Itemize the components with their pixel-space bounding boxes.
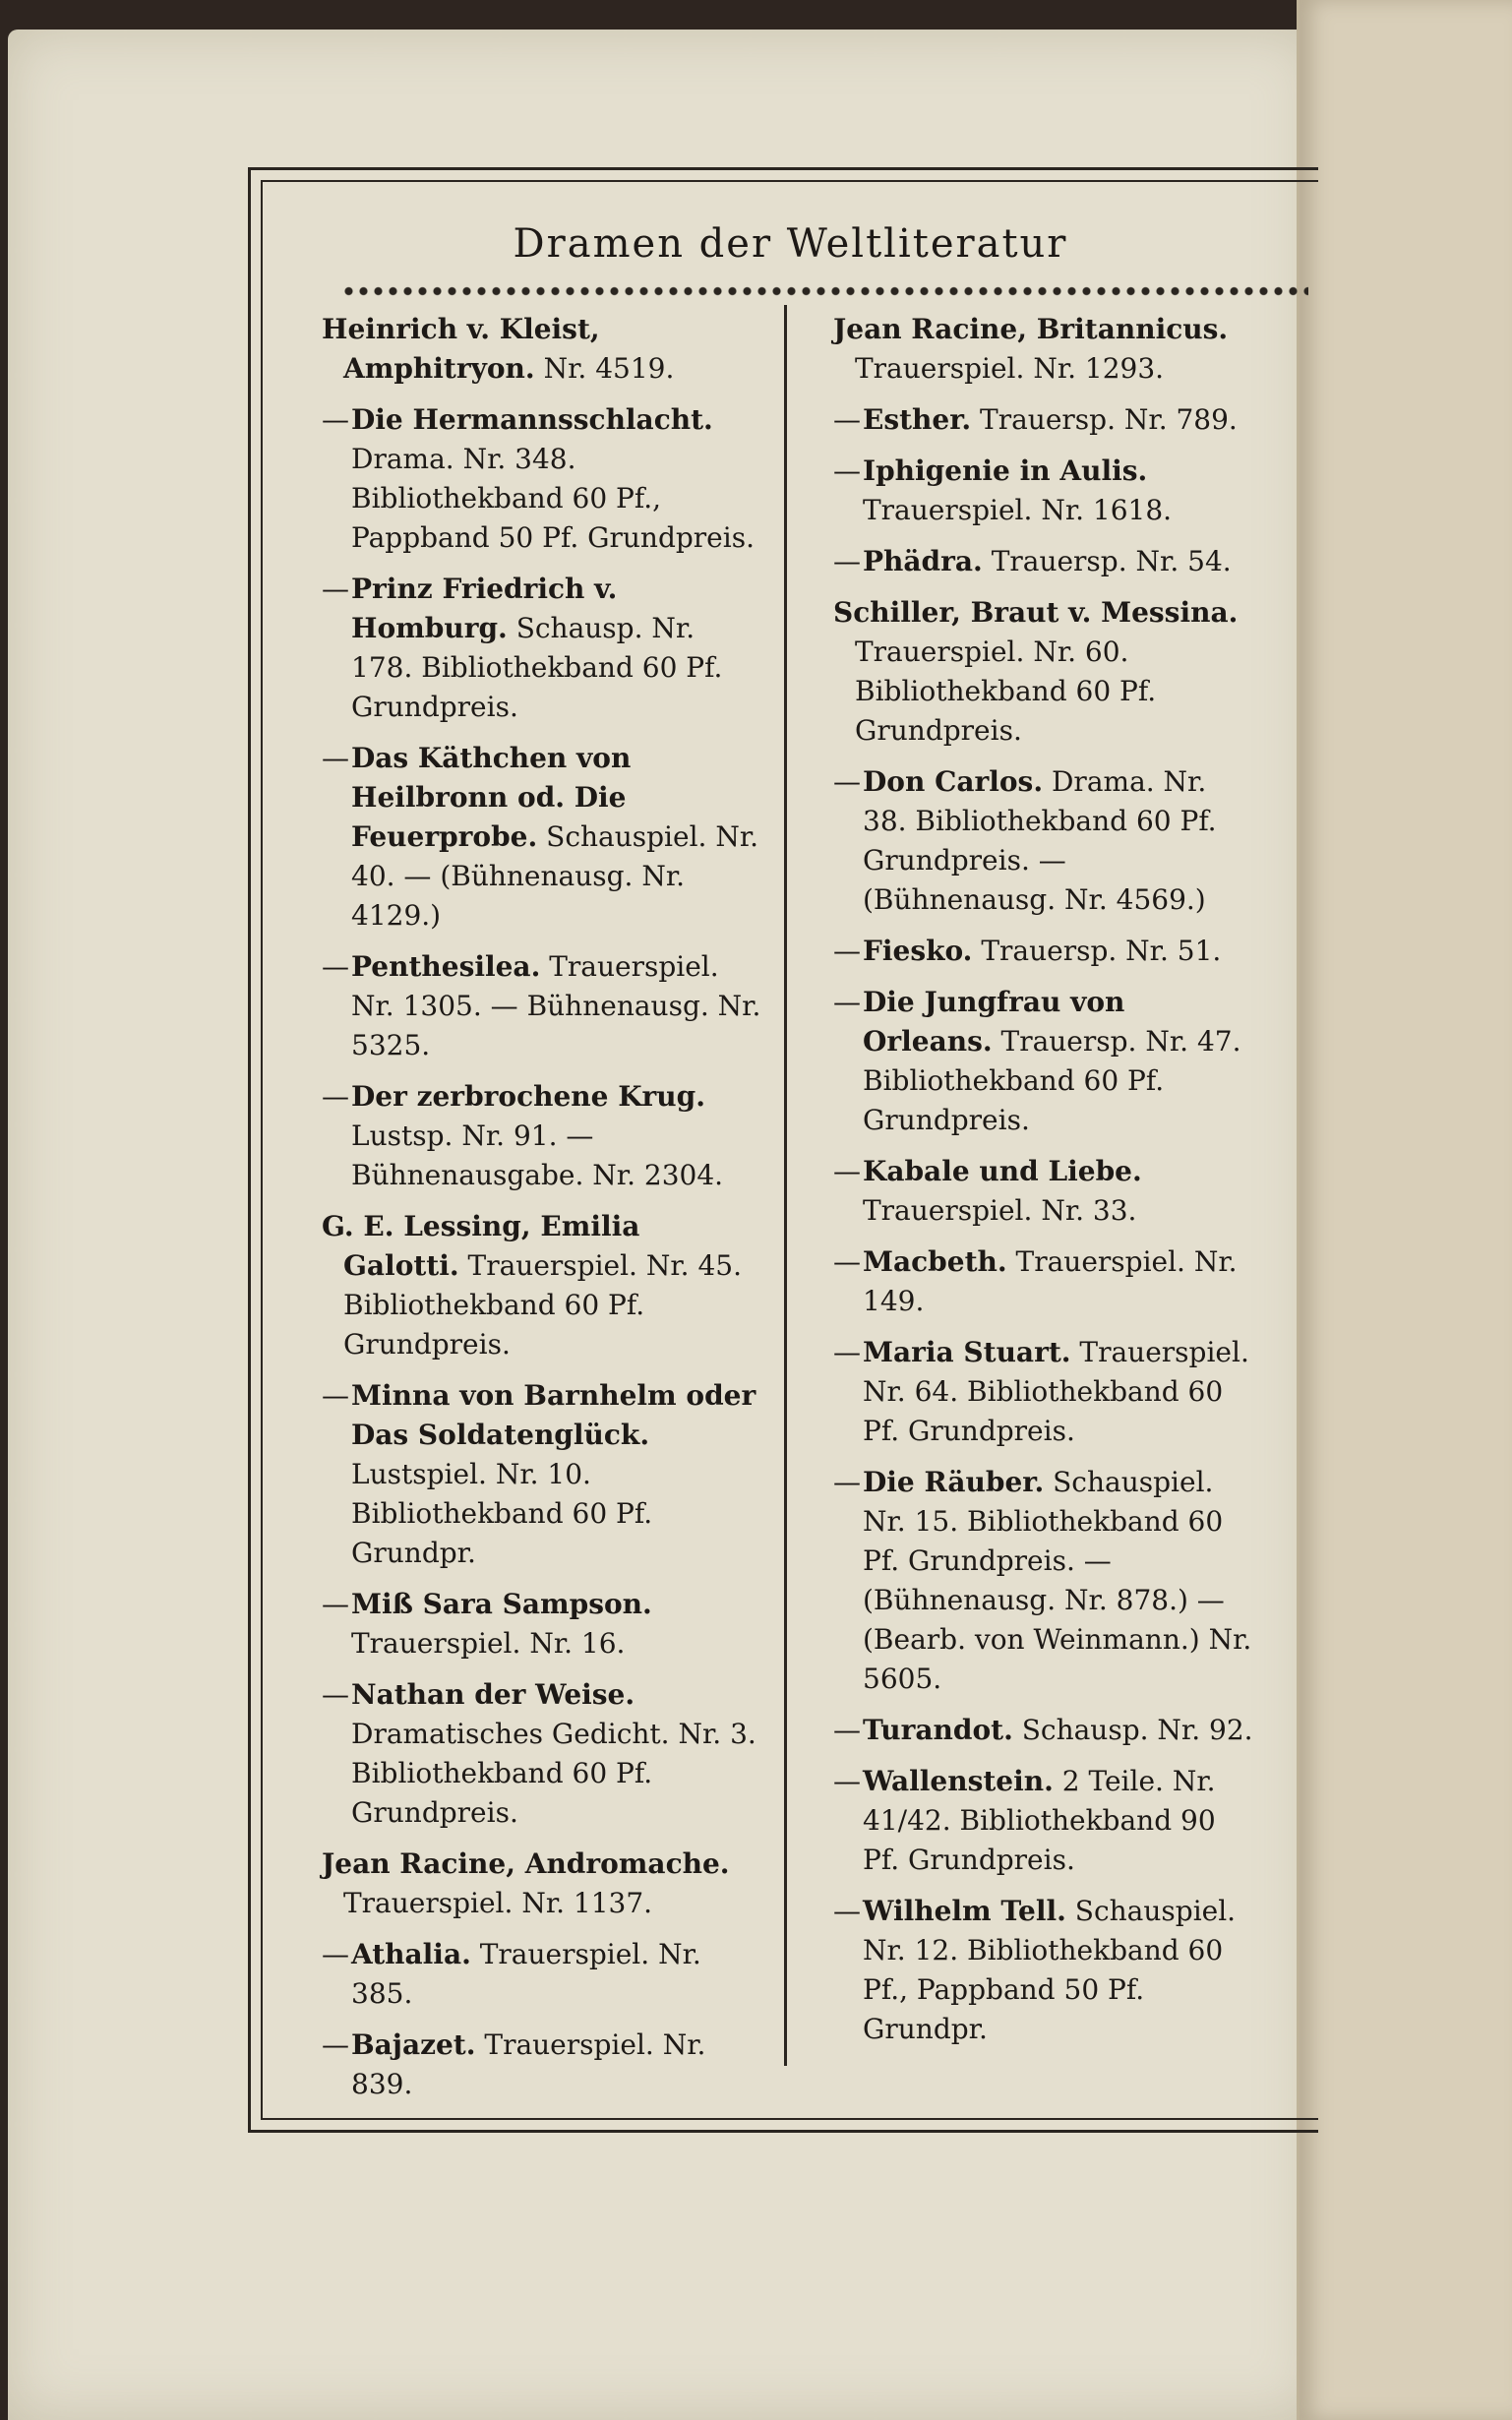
catalog-entry	[833, 1463, 1256, 1699]
entry-title: Nathan der Weise.	[351, 1678, 635, 1711]
catalog-entry	[322, 1585, 764, 1664]
catalog-entry	[322, 1077, 764, 1195]
entry-details: Trauersp. Nr. 51.	[981, 935, 1222, 967]
entry-title: Prinz Friedrich v. Homburg.	[351, 573, 618, 644]
entry-details: Schauspiel. Nr. 15. Bibliothekband 60 Pf. Grundpreis. — (Bühnenausg. Nr. 878.) — (Bearb. von Weinmann.) Nr. 5605.	[863, 1466, 1252, 1695]
entry-dash: —	[833, 454, 861, 487]
entry-dash: —	[833, 1895, 861, 1927]
entry-title: Penthesilea.	[351, 950, 541, 983]
entry-title: Turandot.	[863, 1714, 1013, 1746]
entry-details: Drama. Nr. 348. Bibliothekband 60 Pf., Pappband 50 Pf. Grundpreis.	[351, 443, 755, 554]
catalog-entry	[833, 1711, 1256, 1750]
catalog-frame	[248, 167, 1318, 2133]
entry-details: Schausp. Nr. 178. Bibliothekband 60 Pf. Grundpreis.	[351, 612, 723, 723]
entry-details: Schauspiel. Nr. 12. Bibliothekband 60 Pf., Pappband 50 Pf. Grundpr.	[863, 1895, 1237, 2045]
entry-dash: —	[833, 1155, 861, 1187]
entry-dash: —	[322, 1080, 349, 1113]
right-column	[833, 310, 1256, 2061]
entry-details: Trauersp. Nr. 789.	[980, 403, 1238, 436]
catalog-entry	[833, 1892, 1256, 2049]
entry-details: Trauerspiel. Nr. 33.	[863, 1194, 1137, 1227]
catalog-entry	[833, 310, 1256, 389]
entry-details: Drama. Nr. 38. Bibliothekband 60 Pf. Grundpreis. — (Bühnenausg. Nr. 4569.)	[863, 765, 1217, 916]
entry-title: Miß Sara Sampson.	[351, 1588, 652, 1620]
entry-title: Fiesko.	[863, 935, 973, 967]
entry-dash: —	[833, 765, 861, 798]
entry-details: Trauerspiel. Nr. 1137.	[343, 1887, 653, 1919]
entry-title: Wilhelm Tell.	[863, 1895, 1066, 1927]
entry-title: Jean Racine, Britannicus.	[833, 313, 1229, 345]
catalog-entry	[833, 542, 1256, 581]
entry-dash: —	[322, 1379, 349, 1412]
entry-dash: —	[833, 403, 861, 436]
entry-dash: —	[833, 1245, 861, 1278]
entry-title: Bajazet.	[351, 2028, 476, 2061]
catalog-entry	[322, 1845, 764, 1923]
catalog-entry	[833, 452, 1256, 530]
entry-dash: —	[322, 573, 349, 605]
entry-details: 2 Teile. Nr. 41/42. Bibliothekband 90 Pf. Grundpreis.	[863, 1765, 1216, 1876]
entry-dash: —	[322, 2028, 349, 2061]
entry-title: Die Jungfrau von Orleans.	[863, 986, 1125, 1058]
catalog-entry	[322, 1207, 764, 1364]
entry-details: Trauerspiel. Nr. 1293.	[855, 352, 1165, 385]
inner-border	[261, 180, 1318, 2120]
entry-details: Schauspiel. Nr. 40. — (Bühnenausg. Nr. 4129.)	[351, 820, 759, 932]
entry-title: Macbeth.	[863, 1245, 1007, 1278]
catalog-entry	[322, 947, 764, 1065]
page-title: Dramen der Weltliteratur	[513, 221, 1068, 267]
entry-details: Trauersp. Nr. 47. Bibliothekband 60 Pf. Grundpreis.	[863, 1025, 1241, 1136]
entry-title: Schiller, Braut v. Messina.	[833, 596, 1239, 629]
left-column	[322, 310, 764, 2116]
entry-title: Die Hermannsschlacht.	[351, 403, 713, 436]
entry-title: Jean Racine, Andromache.	[322, 1847, 730, 1880]
catalog-entry	[322, 400, 764, 558]
entry-title: Iphigenie in Aulis.	[863, 454, 1148, 487]
catalog-entry	[833, 400, 1256, 440]
entry-dash: —	[322, 742, 349, 774]
entry-dash: —	[833, 935, 861, 967]
catalog-entry	[322, 1675, 764, 1833]
entry-dash: —	[833, 545, 861, 577]
entry-title: Heinrich v. Kleist, Amphitryon.	[322, 313, 600, 385]
entry-dash: —	[833, 986, 861, 1018]
catalog-entry	[322, 2026, 764, 2104]
catalog-entry	[833, 1242, 1256, 1321]
entry-dash: —	[322, 403, 349, 436]
catalog-entry	[322, 310, 764, 389]
entry-title: Das Käthchen von Heilbronn od. Die Feuerprobe.	[351, 742, 632, 853]
entry-details: Trauersp. Nr. 54.	[991, 545, 1232, 577]
column-divider	[784, 305, 787, 2066]
catalog-entry	[833, 1333, 1256, 1451]
entry-details: Nr. 4519.	[543, 352, 675, 385]
ornament-rule	[341, 282, 1308, 300]
entry-details: Schausp. Nr. 92.	[1021, 1714, 1253, 1746]
catalog-entry	[322, 570, 764, 727]
entry-dash: —	[833, 1466, 861, 1498]
entry-dash: —	[322, 1588, 349, 1620]
catalog-entry	[833, 1152, 1256, 1231]
entry-title: Don Carlos.	[863, 765, 1044, 798]
entry-details: Trauerspiel. Nr. 1305. — Bühnenausg. Nr. 5325.	[351, 950, 761, 1061]
entry-details: Lustspiel. Nr. 10. Bibliothekband 60 Pf. Grundpr.	[351, 1458, 653, 1569]
catalog-entry	[322, 1376, 764, 1573]
entry-details: Trauerspiel. Nr. 60. Bibliothekband 60 Pf. Grundpreis.	[855, 635, 1157, 747]
entry-title: Die Räuber.	[863, 1466, 1045, 1498]
catalog-entry	[833, 983, 1256, 1140]
entry-details: Trauerspiel. Nr. 149.	[863, 1245, 1238, 1317]
catalog-entry	[833, 932, 1256, 971]
entry-dash: —	[322, 1938, 349, 1970]
entry-dash: —	[833, 1336, 861, 1368]
entry-details: Lustsp. Nr. 91. — Bühnenausgabe. Nr. 2304.	[351, 1119, 724, 1191]
entry-title: Wallenstein.	[863, 1765, 1054, 1797]
catalog-entry	[322, 1935, 764, 2014]
entry-title: Der zerbrochene Krug.	[351, 1080, 705, 1113]
entry-title: Kabale und Liebe.	[863, 1155, 1142, 1187]
entry-details: Dramatisches Gedicht. Nr. 3. Bibliothekband 60 Pf. Grundpreis.	[351, 1718, 756, 1829]
entry-details: Trauerspiel. Nr. 16.	[351, 1627, 626, 1660]
entry-details: Trauerspiel. Nr. 45. Bibliothekband 60 Pf. Grundpreis.	[343, 1249, 742, 1361]
entry-details: Trauerspiel. Nr. 1618.	[863, 494, 1173, 526]
catalog-entry	[322, 739, 764, 936]
entry-title: Athalia.	[351, 1938, 471, 1970]
entry-title: Esther.	[863, 403, 972, 436]
catalog-entry	[833, 593, 1256, 751]
entry-title: G. E. Lessing, Emilia Galotti.	[322, 1210, 640, 1282]
entry-dash: —	[833, 1765, 861, 1797]
catalog-entry	[833, 1762, 1256, 1880]
entry-dash: —	[833, 1714, 861, 1746]
entry-details: Trauerspiel. Nr. 64. Bibliothekband 60 Pf. Grundpreis.	[863, 1336, 1249, 1447]
entry-details: Trauerspiel. Nr. 385.	[351, 1938, 701, 2010]
entry-title: Maria Stuart.	[863, 1336, 1071, 1368]
entry-dash: —	[322, 950, 349, 983]
entry-title: Phädra.	[863, 545, 983, 577]
page-edge	[1297, 0, 1512, 2420]
entry-title: Minna von Barnhelm oder Das Soldatenglück.	[351, 1379, 756, 1451]
catalog-entry	[833, 762, 1256, 920]
entry-details: Trauerspiel. Nr. 839.	[351, 2028, 706, 2100]
entry-dash: —	[322, 1678, 349, 1711]
